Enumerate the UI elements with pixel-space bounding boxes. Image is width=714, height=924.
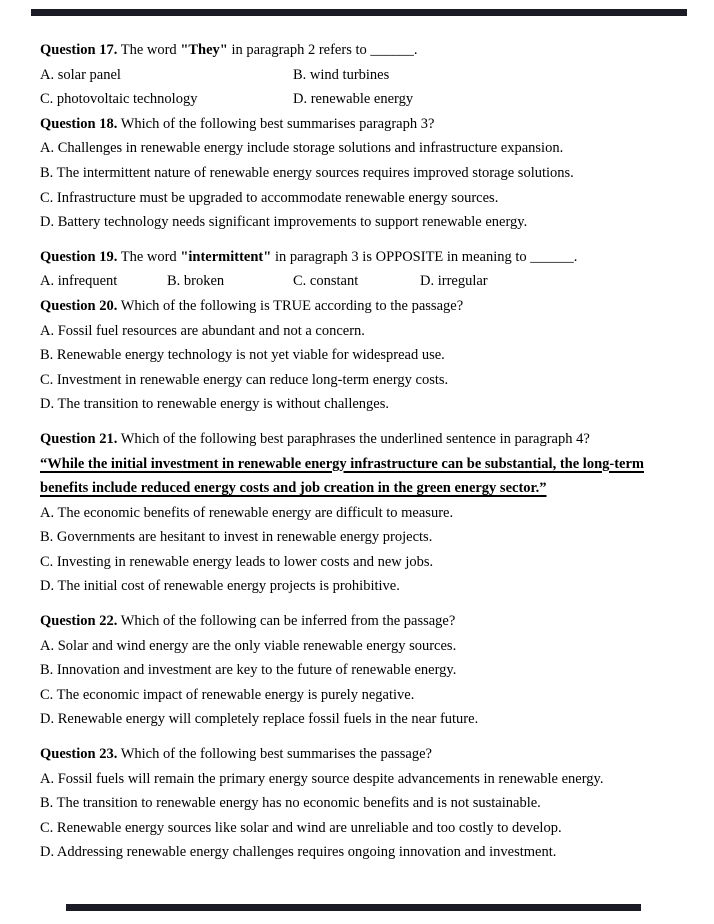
question-number: Question 17. [40, 42, 118, 58]
option-c: C. The economic impact of renewable energy is purely negative. [40, 686, 415, 703]
question-stem [40, 38, 692, 63]
question-18 [40, 112, 692, 235]
question-number: Question 23. [40, 746, 118, 763]
question-stem [40, 609, 692, 634]
question-22 [40, 609, 692, 732]
question-number: Question 18. [40, 115, 118, 132]
option-c: C. Investment in renewable energy can reduce long-term energy costs. [40, 371, 449, 388]
question-19 [40, 245, 692, 294]
option-b: B. wind turbines [293, 66, 390, 83]
option-d: D. Battery technology needs significant improvements to support renewable energy. [40, 214, 528, 231]
question-20 [40, 294, 692, 417]
option-b: B. Innovation and investment are key to the future of renewable energy. [40, 662, 457, 679]
option-c: C. photovoltaic technology [40, 91, 198, 108]
option-c: C. Infrastructure must be upgraded to accommodate renewable energy sources. [40, 189, 499, 206]
stem-bold-word: "intermittent" [180, 248, 272, 265]
option-d: D. The initial cost of renewable energy projects is prohibitive. [40, 578, 400, 595]
option-a: A. Solar and wind energy are the only viable renewable energy sources. [40, 637, 457, 654]
option-a: A. solar panel [40, 66, 121, 83]
option-b: B. The transition to renewable energy has no economic benefits and is not sustainable. [40, 795, 541, 812]
stem-text: The word [120, 42, 181, 58]
stem-text: in paragraph 3 is OPPOSITE in meaning to ______. [271, 248, 578, 265]
question-stem [40, 427, 692, 452]
option-a: A. infrequent [40, 273, 118, 290]
question-21 [40, 427, 692, 599]
stem-text: Which of the following best summarises paragraph 3? [120, 115, 435, 132]
question-number: Question 19. [40, 248, 118, 265]
options-row [40, 269, 692, 294]
top-rule [31, 9, 687, 16]
stem-text: Which of the following is TRUE according to the passage? [120, 297, 464, 314]
underlined-sentence-line-1 [40, 452, 692, 477]
underlined-text: benefits include reduced energy costs and job creation in the green energy sector.” [40, 480, 547, 497]
option-a: A. Fossil fuels will remain the primary energy source despite advancements in renewable energy. [40, 770, 604, 787]
option-c: C. Renewable energy sources like solar and wind are unreliable and too costly to develop. [40, 819, 562, 836]
question-number: Question 20. [40, 297, 118, 314]
question-23 [40, 742, 692, 865]
stem-text: in paragraph 2 refers to ______. [227, 42, 418, 58]
option-c: C. constant [293, 273, 359, 290]
options-row [40, 63, 692, 88]
question-stem [40, 245, 692, 270]
options-row [40, 87, 692, 112]
option-a: A. The economic benefits of renewable energy are difficult to measure. [40, 504, 454, 521]
question-stem [40, 112, 692, 137]
underlined-sentence-line-2 [40, 476, 692, 501]
stem-text: Which of the following best paraphrases the underlined sentence in paragraph 4? [120, 430, 590, 447]
question-stem [40, 294, 692, 319]
option-a: A. Fossil fuel resources are abundant and not a concern. [40, 322, 365, 339]
question-number: Question 21. [40, 430, 118, 447]
option-c: C. Investing in renewable energy leads to lower costs and new jobs. [40, 553, 434, 570]
option-d: D. The transition to renewable energy is without challenges. [40, 396, 389, 413]
stem-bold-word: "They" [180, 42, 228, 58]
underlined-text: “While the initial investment in renewable energy infrastructure can be substantial, the long-term [40, 455, 644, 472]
option-d: D. irregular [420, 273, 488, 290]
option-b: B. The intermittent nature of renewable energy sources requires improved storage solutions. [40, 164, 574, 181]
question-stem [40, 742, 692, 767]
bottom-rule [66, 904, 641, 911]
question-number: Question 22. [40, 613, 118, 630]
question-list [40, 38, 692, 865]
option-d: D. Renewable energy will completely replace fossil fuels in the near future. [40, 711, 479, 728]
option-b: B. Governments are hesitant to invest in renewable energy projects. [40, 529, 433, 546]
option-b: B. broken [167, 273, 225, 290]
option-b: B. Renewable energy technology is not yet viable for widespread use. [40, 347, 445, 364]
option-a: A. Challenges in renewable energy include storage solutions and infrastructure expansion. [40, 140, 564, 157]
stem-text: Which of the following best summarises the passage? [120, 746, 432, 763]
stem-text: Which of the following can be inferred from the passage? [120, 613, 456, 630]
option-d: D. renewable energy [293, 91, 414, 108]
stem-text: The word [120, 248, 181, 265]
question-17 [40, 38, 692, 112]
option-d: D. Addressing renewable energy challenges requires ongoing innovation and investment. [40, 844, 557, 861]
